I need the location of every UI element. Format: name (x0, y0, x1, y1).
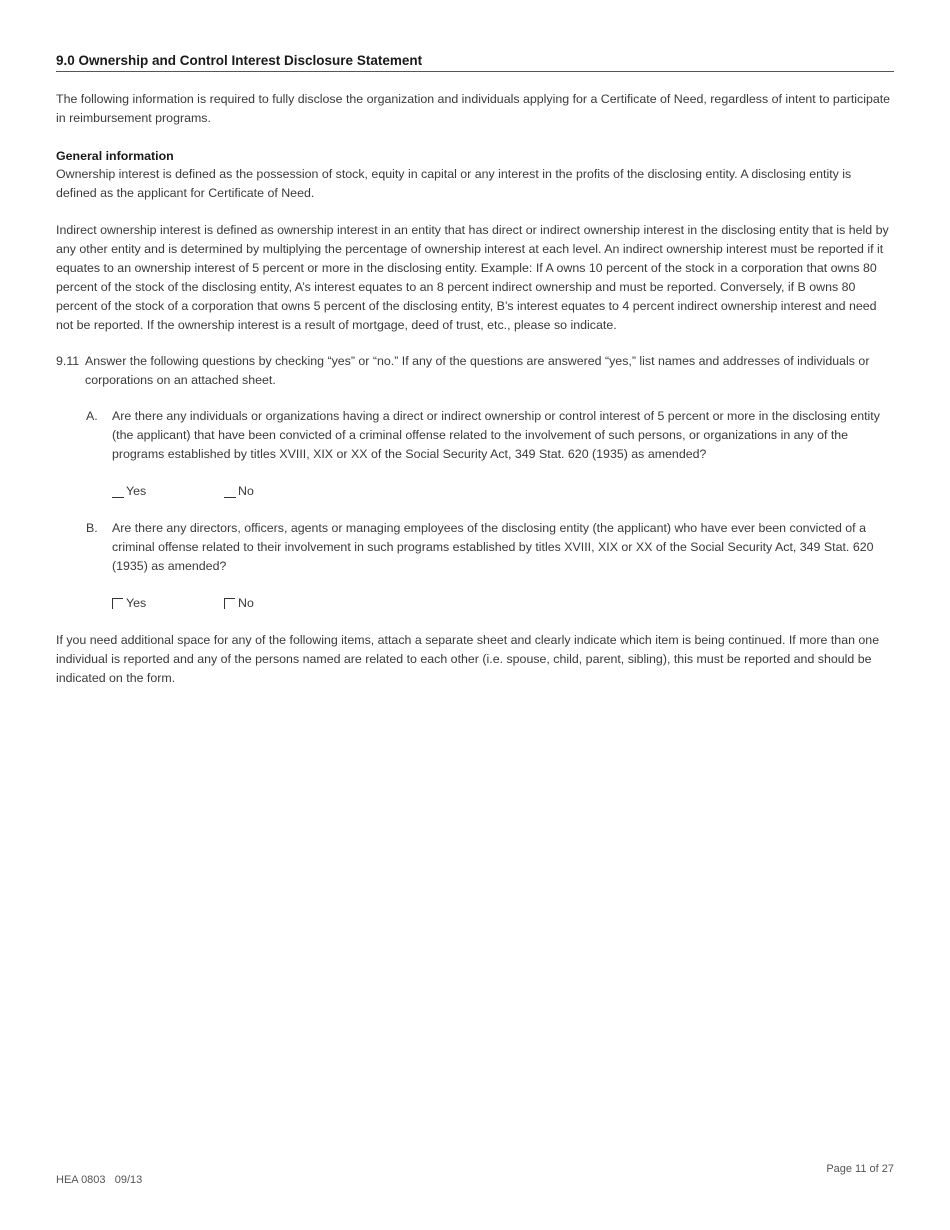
indirect-ownership-definition: Indirect ownership interest is defined as ownership interest in an entity that has direct or indirect ownership interest in the disclosing entity that is held by any other entity and is determined by multiplying the percentage of ownership interest at each level. An indirect ownership interest must be reported if it equates to an ownership interest of 5 percent or more in the disclosing entity. Example: If A owns 10 percent of the stock in a corporation that owns 80 percent of the stock of the disclosing entity, A’s interest equates to an 8 percent indirect ownership and must be reported. Conversely, if B owns 80 percent of the stock of a corporation that owns 5 percent of the disclosing entity, B’s interest equates to 4 percent indirect ownership interest and need not be reported. If the ownership interest is a result of mortgage, deed of trust, etc., please so indicate. (56, 223, 889, 332)
additional-space-note: If you need additional space for any of the following items, attach a separate sheet and clearly indicate which item is being continued. If more than one individual is reported and any of the persons named are related to each other (i.e. spouse, child, parent, sibling), this must be reported and should be indicated on the form. (56, 633, 880, 685)
page-number: Page 11 of 27 (826, 1163, 894, 1175)
section-title: 9.0 Ownership and Control Interest Disclosure Statement (56, 52, 894, 72)
question-text: Answer the following questions by checking “yes” or “no.” If any of the questions are answered “yes,” list names and addresses of individuals or corporations on an attached sheet. (85, 354, 870, 387)
question-b-no-label: No (238, 596, 254, 610)
question-a-text: Are there any individuals or organizations having a direct or indirect ownership or control interest of 5 percent or more in the disclosing entity (the applicant) that have been convicted of a criminal offense related to the involvement of such persons, or organizations in any of the programs established by titles XVIII, XIX or XX of the Social Security Act, 349 Stat. 620 (1935) as amended? (112, 409, 880, 461)
question-a-no-label: No (238, 484, 254, 498)
question-a-yes-label: Yes (126, 484, 147, 498)
question-b-no-checkbox[interactable] (224, 598, 235, 609)
question-b-text: Are there any directors, officers, agents or managing employees of the disclosing entity (the applicant) who have ever been convicted of a criminal offense related to their involvement in such programs established by titles XVIII, XIX or XX of the Social Security Act, 349 Stat. 620 (1935) as amended? (112, 521, 874, 573)
general-info-heading: General information (56, 149, 174, 163)
question-b-letter: B. (86, 521, 98, 535)
question-a-yes-option[interactable] (112, 482, 146, 501)
question-a-letter: A. (86, 409, 98, 423)
question-b-yes-option[interactable] (112, 594, 146, 613)
form-code: HEA 0803 09/13 (56, 1174, 143, 1186)
question-b-yes-label: Yes (126, 596, 147, 610)
intro-paragraph: The following information is required to fully disclose the organization and individuals applying for a Certificate of Need, regardless of intent to participate in reimbursement programs. (56, 92, 891, 125)
question-number: 9.11 (56, 354, 80, 368)
question-b-no-option[interactable] (224, 594, 254, 613)
question-a-no-option[interactable] (224, 482, 254, 501)
question-b-yes-checkbox[interactable] (112, 598, 123, 609)
ownership-definition: Ownership interest is defined as the possession of stock, equity in capital or any interest in the profits of the disclosing entity. A disclosing entity is defined as the applicant for Certificate of Need. (56, 167, 852, 200)
question-a-yes-blank[interactable] (112, 485, 124, 498)
question-a-no-blank[interactable] (224, 485, 236, 498)
